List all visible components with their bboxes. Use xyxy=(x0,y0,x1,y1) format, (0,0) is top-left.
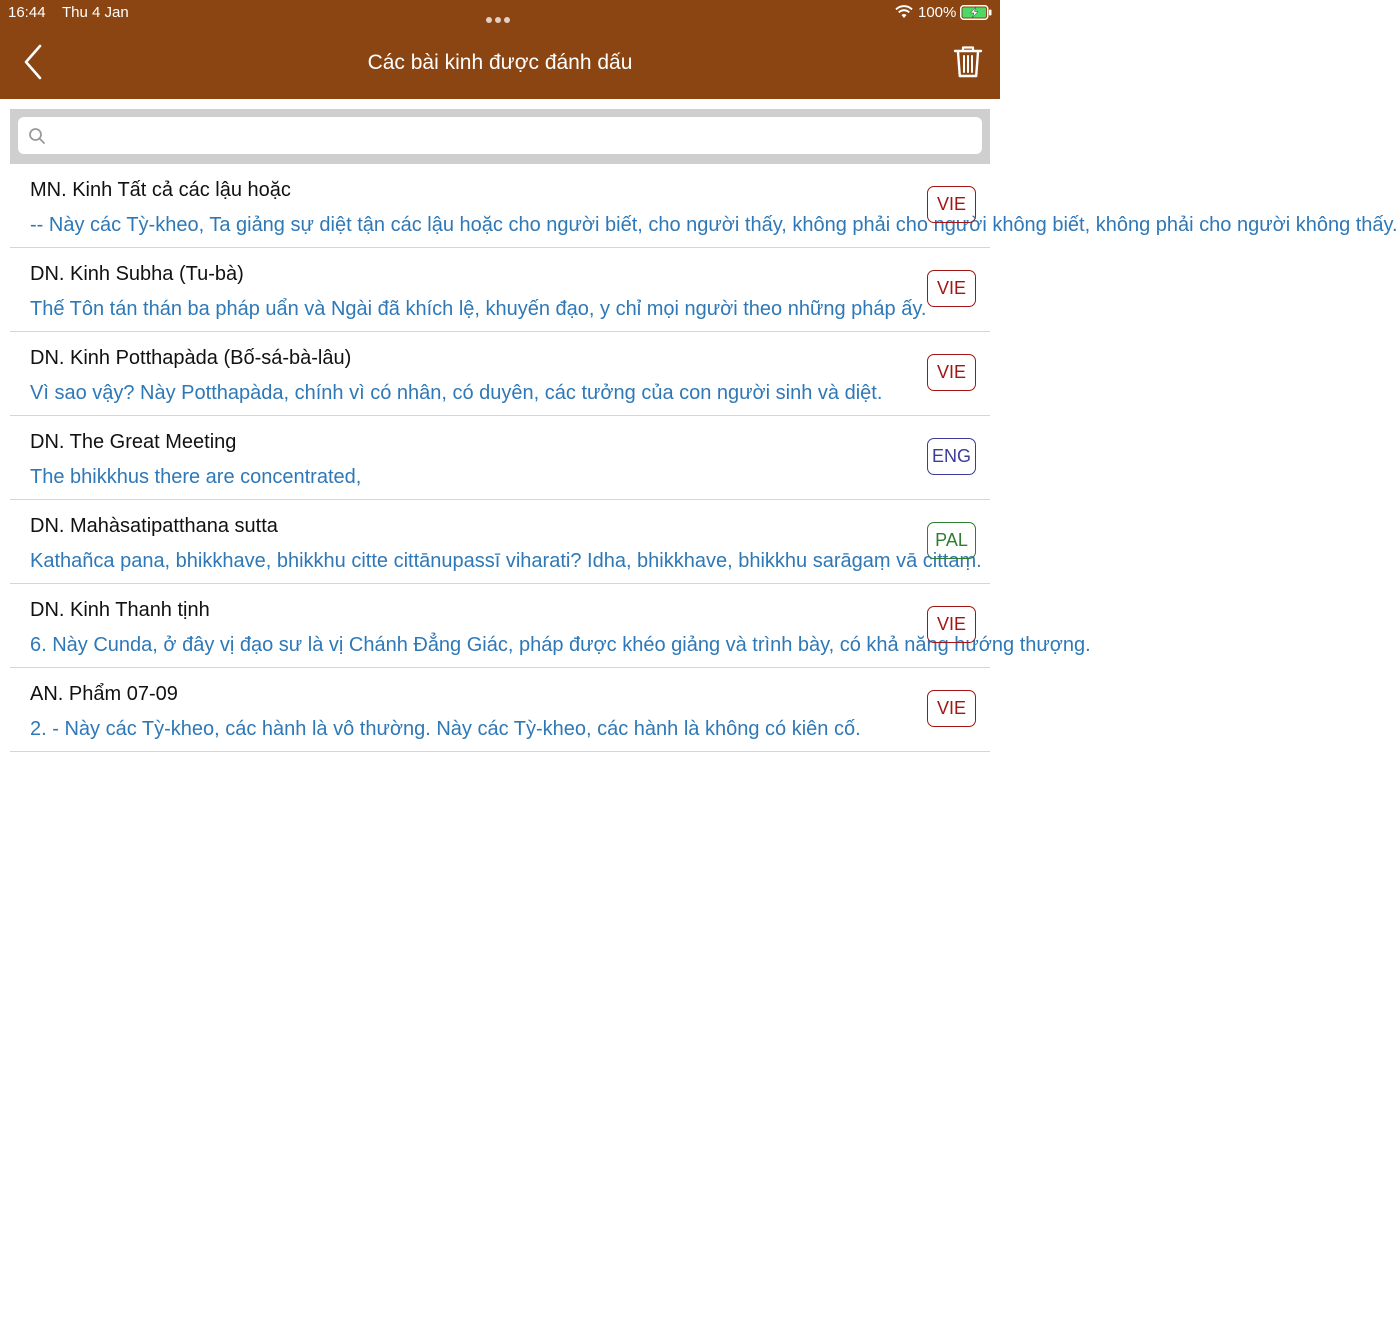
language-badge: VIE xyxy=(927,270,976,307)
list-item[interactable] xyxy=(10,416,990,500)
list-item[interactable] xyxy=(10,500,990,584)
search-field-container[interactable] xyxy=(18,117,982,154)
list-item-title: MN. Kinh Tất cả các lậu hoặc xyxy=(30,179,291,201)
list-item[interactable] xyxy=(10,584,1091,668)
navigation-bar xyxy=(0,26,1000,99)
list-item-snippet: The bhikkhus there are concentrated, xyxy=(30,466,362,488)
list-item-title: DN. Mahàsatipatthana sutta xyxy=(30,515,278,537)
list-item-title: DN. Kinh Potthapàda (Bố-sá-bà-lâu) xyxy=(30,347,352,369)
language-badge: VIE xyxy=(927,690,976,727)
search-icon xyxy=(28,127,46,145)
list-item-title: DN. Kinh Thanh tịnh xyxy=(30,599,210,621)
bookmark-list xyxy=(10,164,1398,752)
page-title: Các bài kinh được đánh dấu xyxy=(367,51,633,74)
search-bar xyxy=(10,109,990,164)
battery-charging-icon xyxy=(960,5,992,20)
list-item[interactable] xyxy=(10,332,990,416)
multitasking-dots-icon[interactable] xyxy=(486,10,516,18)
list-item[interactable] xyxy=(10,164,1398,248)
trash-icon[interactable] xyxy=(950,44,986,80)
back-button[interactable] xyxy=(16,40,50,84)
language-badge: ENG xyxy=(927,438,976,475)
list-item-title: DN. The Great Meeting xyxy=(30,431,237,453)
wifi-icon xyxy=(894,4,914,20)
status-bar xyxy=(0,0,1000,26)
list-item-snippet: Kathañca pana, bhikkhave, bhikkhu citte cittānupassī viharati? Idha, bhikkhave, bhikkhu sarāgaṃ vā cittaṃ. xyxy=(30,550,982,572)
language-badge: VIE xyxy=(927,186,976,223)
list-item-snippet: -- Này các Tỳ-kheo, Ta giảng sự diệt tận các lậu hoặc cho người biết, cho người thấy, không phải cho người không biết, không phải cho người không thấy. xyxy=(30,214,1398,236)
chevron-left-icon xyxy=(23,44,43,80)
list-item-snippet: 2. - Này các Tỳ-kheo, các hành là vô thường. Này các Tỳ-kheo, các hành là không có kiên cố. xyxy=(30,718,861,740)
list-item-snippet: Vì sao vậy? Này Potthapàda, chính vì có nhân, có duyên, các tưởng của con người sinh và diệt. xyxy=(30,382,883,404)
battery-percentage: 100% xyxy=(918,4,957,21)
list-item-title: DN. Kinh Subha (Tu-bà) xyxy=(30,263,244,285)
language-badge: PAL xyxy=(927,522,976,559)
list-item-snippet: 6. Này Cunda, ở đây vị đạo sư là vị Chánh Đẳng Giác, pháp được khéo giảng và trình bày, có khả năng hướng thượng. xyxy=(30,634,1091,656)
language-badge: VIE xyxy=(927,354,976,391)
status-date: Thu 4 Jan xyxy=(62,4,129,21)
status-time: 16:44 xyxy=(8,4,46,21)
list-item-title: AN. Phẩm 07-09 xyxy=(30,683,178,705)
language-badge: VIE xyxy=(927,606,976,643)
list-item-snippet: Thế Tôn tán thán ba pháp uẩn và Ngài đã khích lệ, khuyến đạo, y chỉ mọi người theo những pháp ấy. xyxy=(30,298,927,320)
search-input[interactable] xyxy=(54,117,974,154)
list-item[interactable] xyxy=(10,248,990,332)
top-bar xyxy=(0,0,1000,99)
list-item[interactable] xyxy=(10,668,990,752)
